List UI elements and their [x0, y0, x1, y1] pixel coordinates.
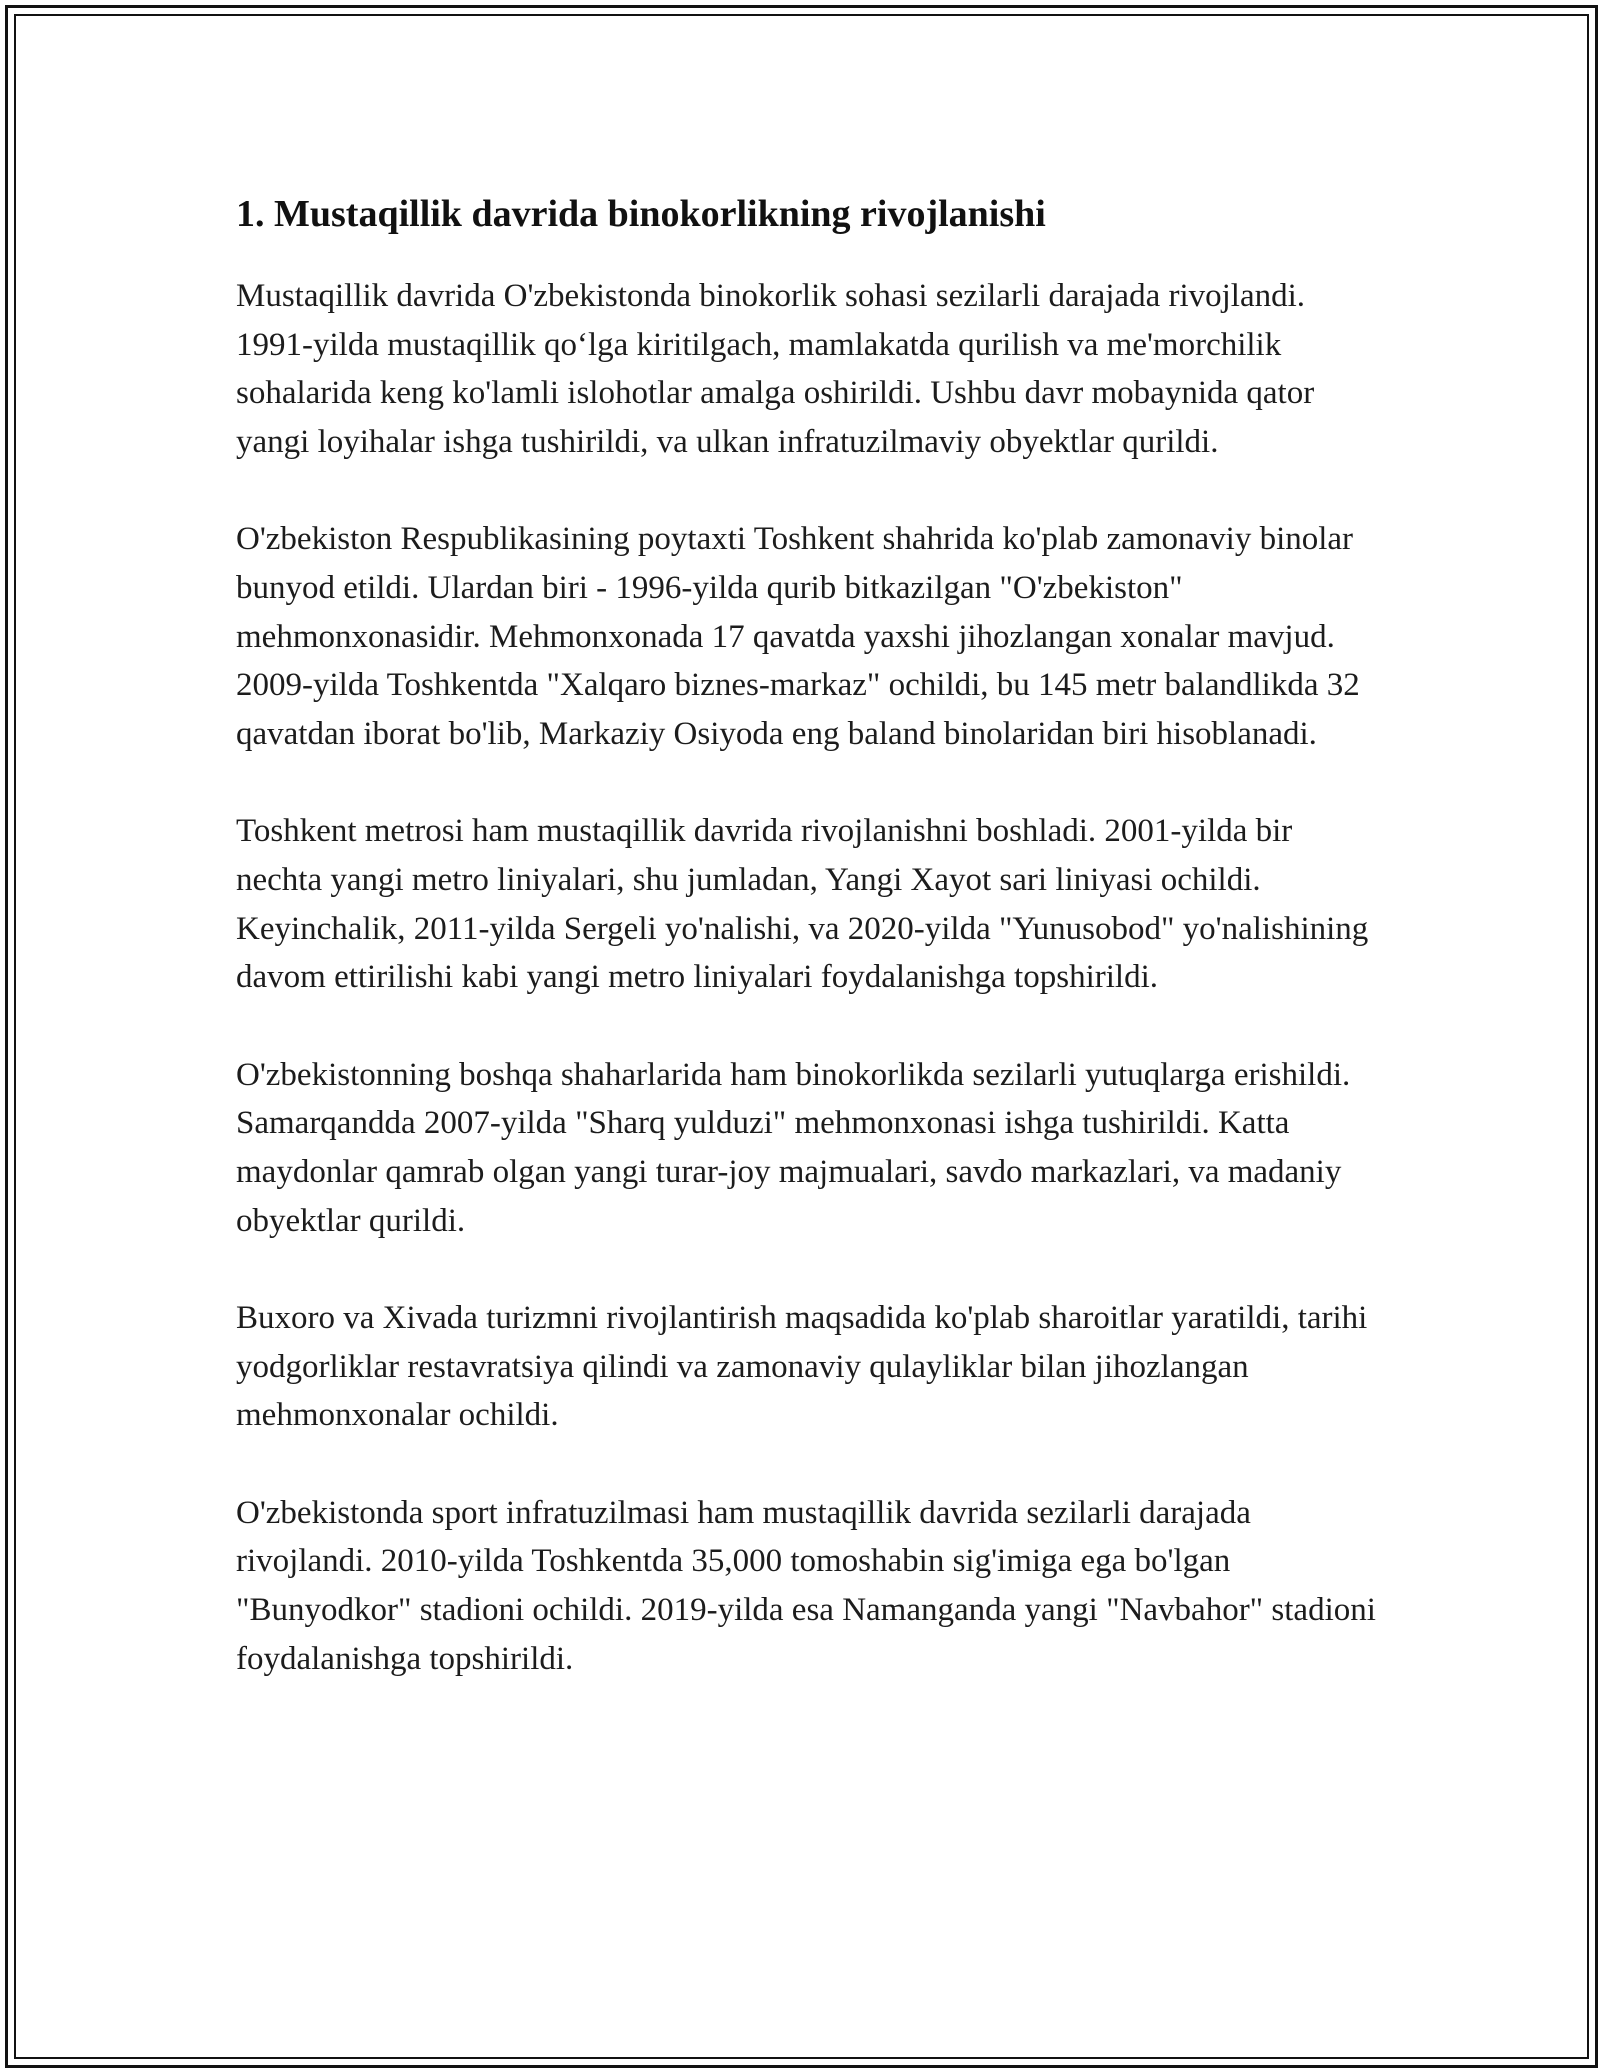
paragraph-tashkent-buildings: O'zbekiston Respublikasining poytaxti Toshkent shahrida ko'plab zamonaviy binolar bunyod etildi. Ulardan biri - 1996-yilda qurib bitkazilgan "O'zbekiston" mehmonxonasidir. Mehmonxonada 17 qavatda yaxshi jihozlangan xonalar mavjud. 2009-yilda Toshkentda "Xalqaro biznes-markaz" ochildi, bu 145 metr balandlikda 32 qavatdan iborat bo'lib, Markaziy Osiyoda eng baland binolaridan biri hisoblanadi. — [236, 521, 1360, 752]
paragraph-bukhara-khiva: Buxoro va Xivada turizmni rivojlantirish maqsadida ko'plab sharoitlar yaratildi, tarihi yodgorliklar restavratsiya qilindi va zamonaviy qulayliklar bilan jihozlangan mehmonxonalar ochildi. — [236, 1300, 1368, 1434]
paragraph-sport-infrastructure: O'zbekistonda sport infratuzilmasi ham mustaqillik davrida sezilarli darajada rivojlandi. 2010-yilda Toshkentda 35,000 tomoshabin sig'imiga ega bo'lgan "Bunyodkor" stadioni ochildi. 2019-yilda esa Namanganda yangi "Navbahor" stadioni foydalanishga topshirildi. — [236, 1494, 1376, 1677]
paragraph-independence-construction: Mustaqillik davrida O'zbekistonda binokorlik sohasi sezilarli darajada rivojlandi. 1991-yilda mustaqillik qo‘lga kiritilgach, mamlakatda qurilish va me'morchilik sohalarida keng ko'lamli islohotlar amalga oshirildi. Ushbu davr mobaynida qator yangi loyihalar ishga tushirildi, va ulkan infratuzilmaviy obyektlar qurildi. — [236, 278, 1315, 460]
paragraph-other-cities: O'zbekistonning boshqa shaharlarida ham binokorlikda sezilarli yutuqlarga erishildi. Samarqandda 2007-yilda "Sharq yulduzi" mehmonxonasi ishga tushirildi. Katta maydonlar qamrab olgan yangi turar-joy majmualari, savdo markazlari, va madaniy obyektlar qurildi. — [236, 1056, 1351, 1239]
document-title: 1. Mustaqillik davrida binokorlikning rivojlanishi — [236, 193, 1046, 235]
document-body — [236, 186, 1386, 1732]
paragraph-tashkent-metro: Toshkent metrosi ham mustaqillik davrida rivojlanishni boshladi. 2001-yilda bir nechta yangi metro liniyalari, shu jumladan, Yangi Xayot sari liniyasi ochildi. Keyinchalik, 2011-yilda Sergeli yo'nalishi, va 2020-yilda "Yunusobod" yo'nalishining davom ettirilishi kabi yangi metro liniyalari foydalanishga topshirildi. — [236, 813, 1369, 996]
